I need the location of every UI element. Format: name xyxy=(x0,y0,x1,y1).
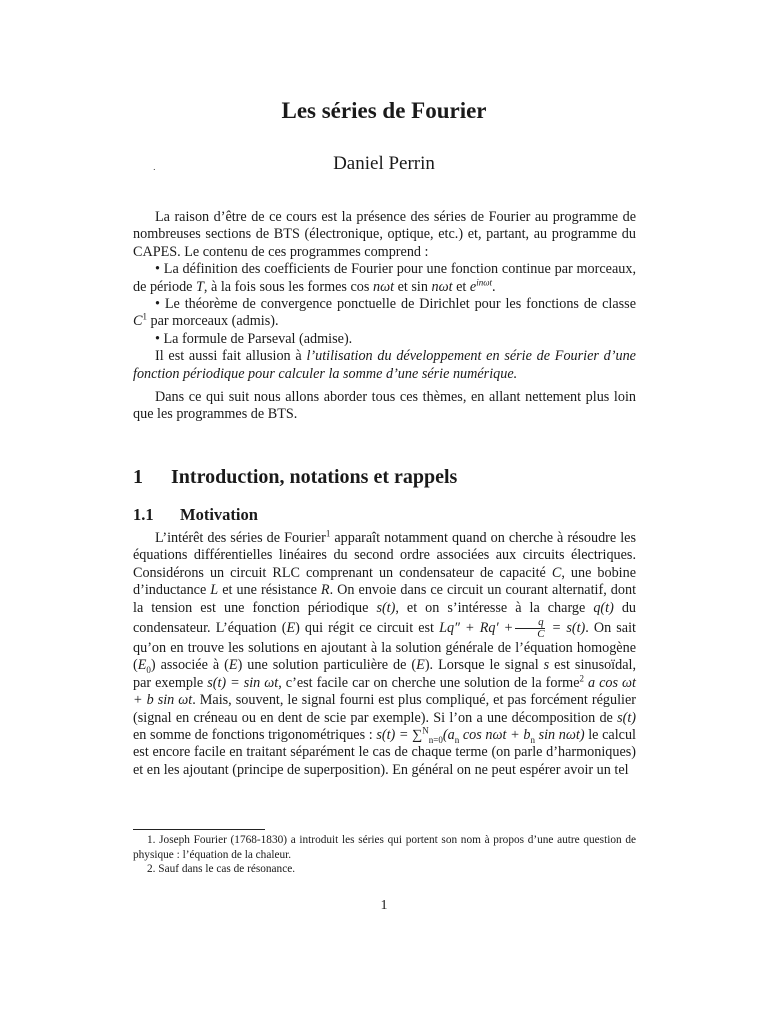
footnote-ref-2[interactable]: 2 xyxy=(579,673,584,684)
bullet-fourier-coefficients: • La définition des coefficients de Fourier pour une fonction continue par morceaux, de période T, à la fois sous les formes cos nωt et sin nωt et $e^{in\omega t}$. xyxy=(133,261,636,295)
footnote-rule xyxy=(133,829,265,830)
footnotes xyxy=(133,833,636,877)
abstract-paragraph-2: Il est aussi fait allusion à l’utilisation du développement en série de Fourier d’une fonction périodique pour calculer la somme d’une série numérique. xyxy=(133,348,636,382)
abstract-paragraph-1: La raison d’être de ce cours est la présence des séries de Fourier au programme de nombreuses sections de BTS (électronique, optique, etc.) et, partant, au programme du CAPES. Le contenu de ces programmes comprend : xyxy=(133,209,636,260)
subsection-heading: 1.1 Motivation xyxy=(133,505,258,524)
footnote-ref-1[interactable]: 1 xyxy=(325,528,331,539)
equation-rlc: Lq″ + Rq′ + xyxy=(439,619,514,636)
motivation-paragraph: L’intérêt des séries de Fourier$^1$ apparaît notamment quand on cherche à résoudre les équations différentielles linéaires du second ordre associées aux circuits électriques. Considérons un circuit RLC comprenant un condensateur de capacité C, une bobine d’inductance L et une résistance R. On envoie dans ce circuit un courant alternatif, dont la tension est une fonction périodique s(t), et on s’intéresse à la charge q(t) du condensateur. L’équation (E) qui régit ce circuit est Lq″ + Rq′ + $\frac{q}{C}$ = s(t). On sait qu’on en trouve les solutions en ajoutant à la solution générale de l’équation homogène $(E_0)$ associée à (E) une solution particulière de (E). Lorsque le signal s est sinusoïdal, par exemple s(t) = sin ωt, c’est facile car on cherche une solution de la forme$^2$ a cos ωt + b sin ωt. Mais, souvent, le signal fourni est plus compliqué, et pas forcément régulier (signal en créneau ou en dent de scie par exemple). Si l’on a une décomposition de s(t) en somme de fonctions trigonométriques : $s(t) = \sum^N_{n=0}(a_n$ $\cos n\omega t + b_n$ sin nωt) le calcul est encore facile en traitant séparément le cas de chaque terme (on parle d’harmoniques) et en les ajoutant (principe de superposition). En général on ne peut espérer avoir un tel xyxy=(133,528,637,778)
footnote-2: 2. Sauf dans le cas de résonance. xyxy=(147,863,296,875)
fraction-q-over-c: $\frac{q}{C}$ xyxy=(515,617,544,640)
equation-fourier-sum: s(t) = ∑ xyxy=(376,727,423,744)
section-heading: 1 Introduction, notations et rappels xyxy=(133,466,458,488)
paper-title: Les séries de Fourier xyxy=(281,98,487,123)
bullet-dirichlet-theorem: • Le théorème de convergence ponctuelle de Dirichlet pour les fonctions de classe $C^1$ par morceaux (admis). xyxy=(133,296,636,330)
paper-author: Daniel Perrin xyxy=(333,153,435,174)
abstract-paragraph-3: Dans ce qui suit nous allons aborder tous ces thèmes, en allant nettement plus loin que les programmes de BTS. xyxy=(133,389,636,423)
footnote-1: 1. Joseph Fourier (1768-1830) a introduit les séries qui portent son nom à propos d’une autre question de physique : l’équation de la chaleur. xyxy=(133,834,636,861)
page-number: 1 xyxy=(380,898,388,913)
stray-dot: . xyxy=(153,163,156,172)
abstract xyxy=(133,209,636,424)
bullet-parseval: • La formule de Parseval (admise). xyxy=(155,330,353,347)
